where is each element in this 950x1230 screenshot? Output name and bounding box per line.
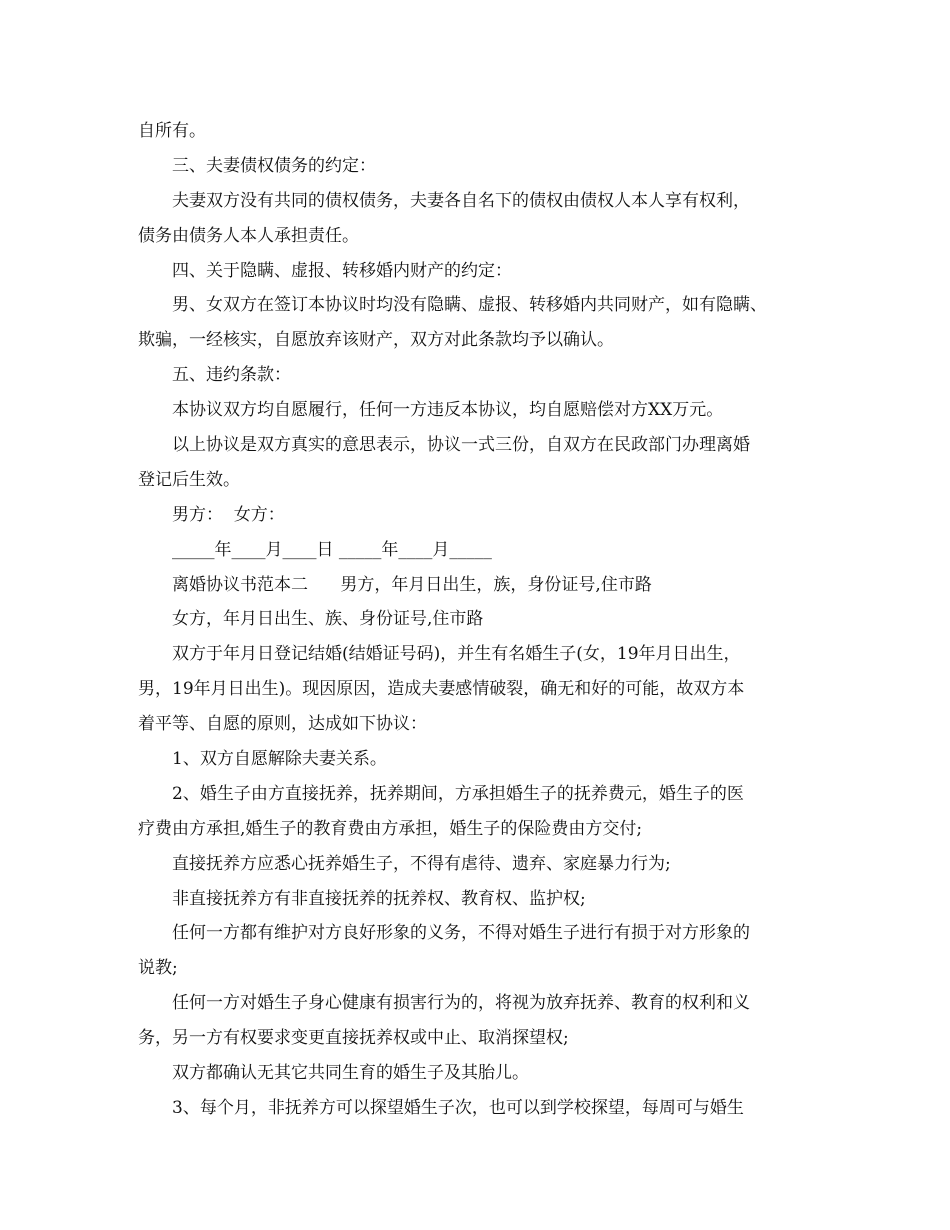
text-line: 登记后生效。 — [138, 469, 240, 490]
text-line: 1、双方自愿解除夫妻关系。 — [172, 749, 387, 770]
text-line: 夫妻双方没有共同的债权债务，夫妻各自名下的债权由债权人本人享有权利， — [172, 190, 750, 211]
text-line: 务，另一方有权要求变更直接抚养权或中止、取消探望权; — [138, 1028, 569, 1049]
text-line: 欺骗，一经核实，自愿放弃该财产，双方对此条款均予以确认。 — [138, 330, 614, 351]
text-line: 说教; — [138, 958, 178, 979]
text-line: 男方： 女方： — [172, 504, 285, 525]
text-line: 3、每个月，非抚养方可以探望婚生子次，也可以到学校探望，每周可与婚生 — [172, 1097, 744, 1118]
text-line: 五、违约条款： — [172, 365, 291, 386]
text-line: 三、夫妻债权债务的约定： — [172, 155, 376, 176]
text-line: 直接抚养方应悉心抚养婚生子，不得有虐待、遗弃、家庭暴力行为; — [172, 853, 671, 874]
text-line: 男，19年月日出生)。现因原因，造成夫妻感情破裂，确无和好的可能，故双方本 — [138, 679, 745, 700]
text-line: 四、关于隐瞒、虚报、转移婚内财产的约定： — [172, 260, 512, 281]
text-line: 男、女双方在签订本协议时均没有隐瞒、虚报、转移婚内共同财产，如有隐瞒、 — [172, 295, 767, 316]
text-line: 以上协议是双方真实的意思表示，协议一式三份，自双方在民政部门办理离婚 — [172, 435, 750, 456]
text-line: 疗费由方承担,婚生子的教育费由方承担，婚生子的保险费由方交付; — [138, 818, 643, 839]
text-line: 女方，年月日出生、族、身份证号,住市路 — [172, 609, 484, 630]
text-line: 双方都确认无其它共同生育的婚生子及其胎儿。 — [172, 1063, 529, 1084]
text-line: 任何一方对婚生子身心健康有损害行为的，将视为放弃抚养、教育的权利和义 — [172, 993, 750, 1014]
document-body — [138, 114, 828, 1126]
text-line: 非直接抚养方有非直接抚养的抚养权、教育权、监护权; — [172, 888, 586, 909]
text-line: 自所有。 — [138, 121, 206, 141]
text-line: 2、婚生子由方直接抚养，抚养期间，方承担婚生子的抚养费元，婚生子的医 — [172, 783, 744, 804]
text-line: 着平等、自愿的原则，达成如下协议： — [138, 714, 427, 735]
text-line: _____年____月____日 _____年____月_____ — [172, 539, 492, 560]
text-line: 双方于年月日登记结婚(结婚证号码)，并生有名婚生子(女，19年月日出生， — [172, 644, 741, 665]
text-line: 任何一方都有维护对方良好形象的义务，不得对婚生子进行有损于对方形象的 — [172, 923, 750, 944]
text-line: 离婚协议书范本二 男方，年月日出生，族，身份证号,住市路 — [172, 574, 652, 595]
text-line: 本协议双方均自愿履行，任何一方违反本协议，均自愿赔偿对方XX万元。 — [172, 400, 724, 421]
text-line: 债务由债务人本人承担责任。 — [138, 225, 359, 246]
